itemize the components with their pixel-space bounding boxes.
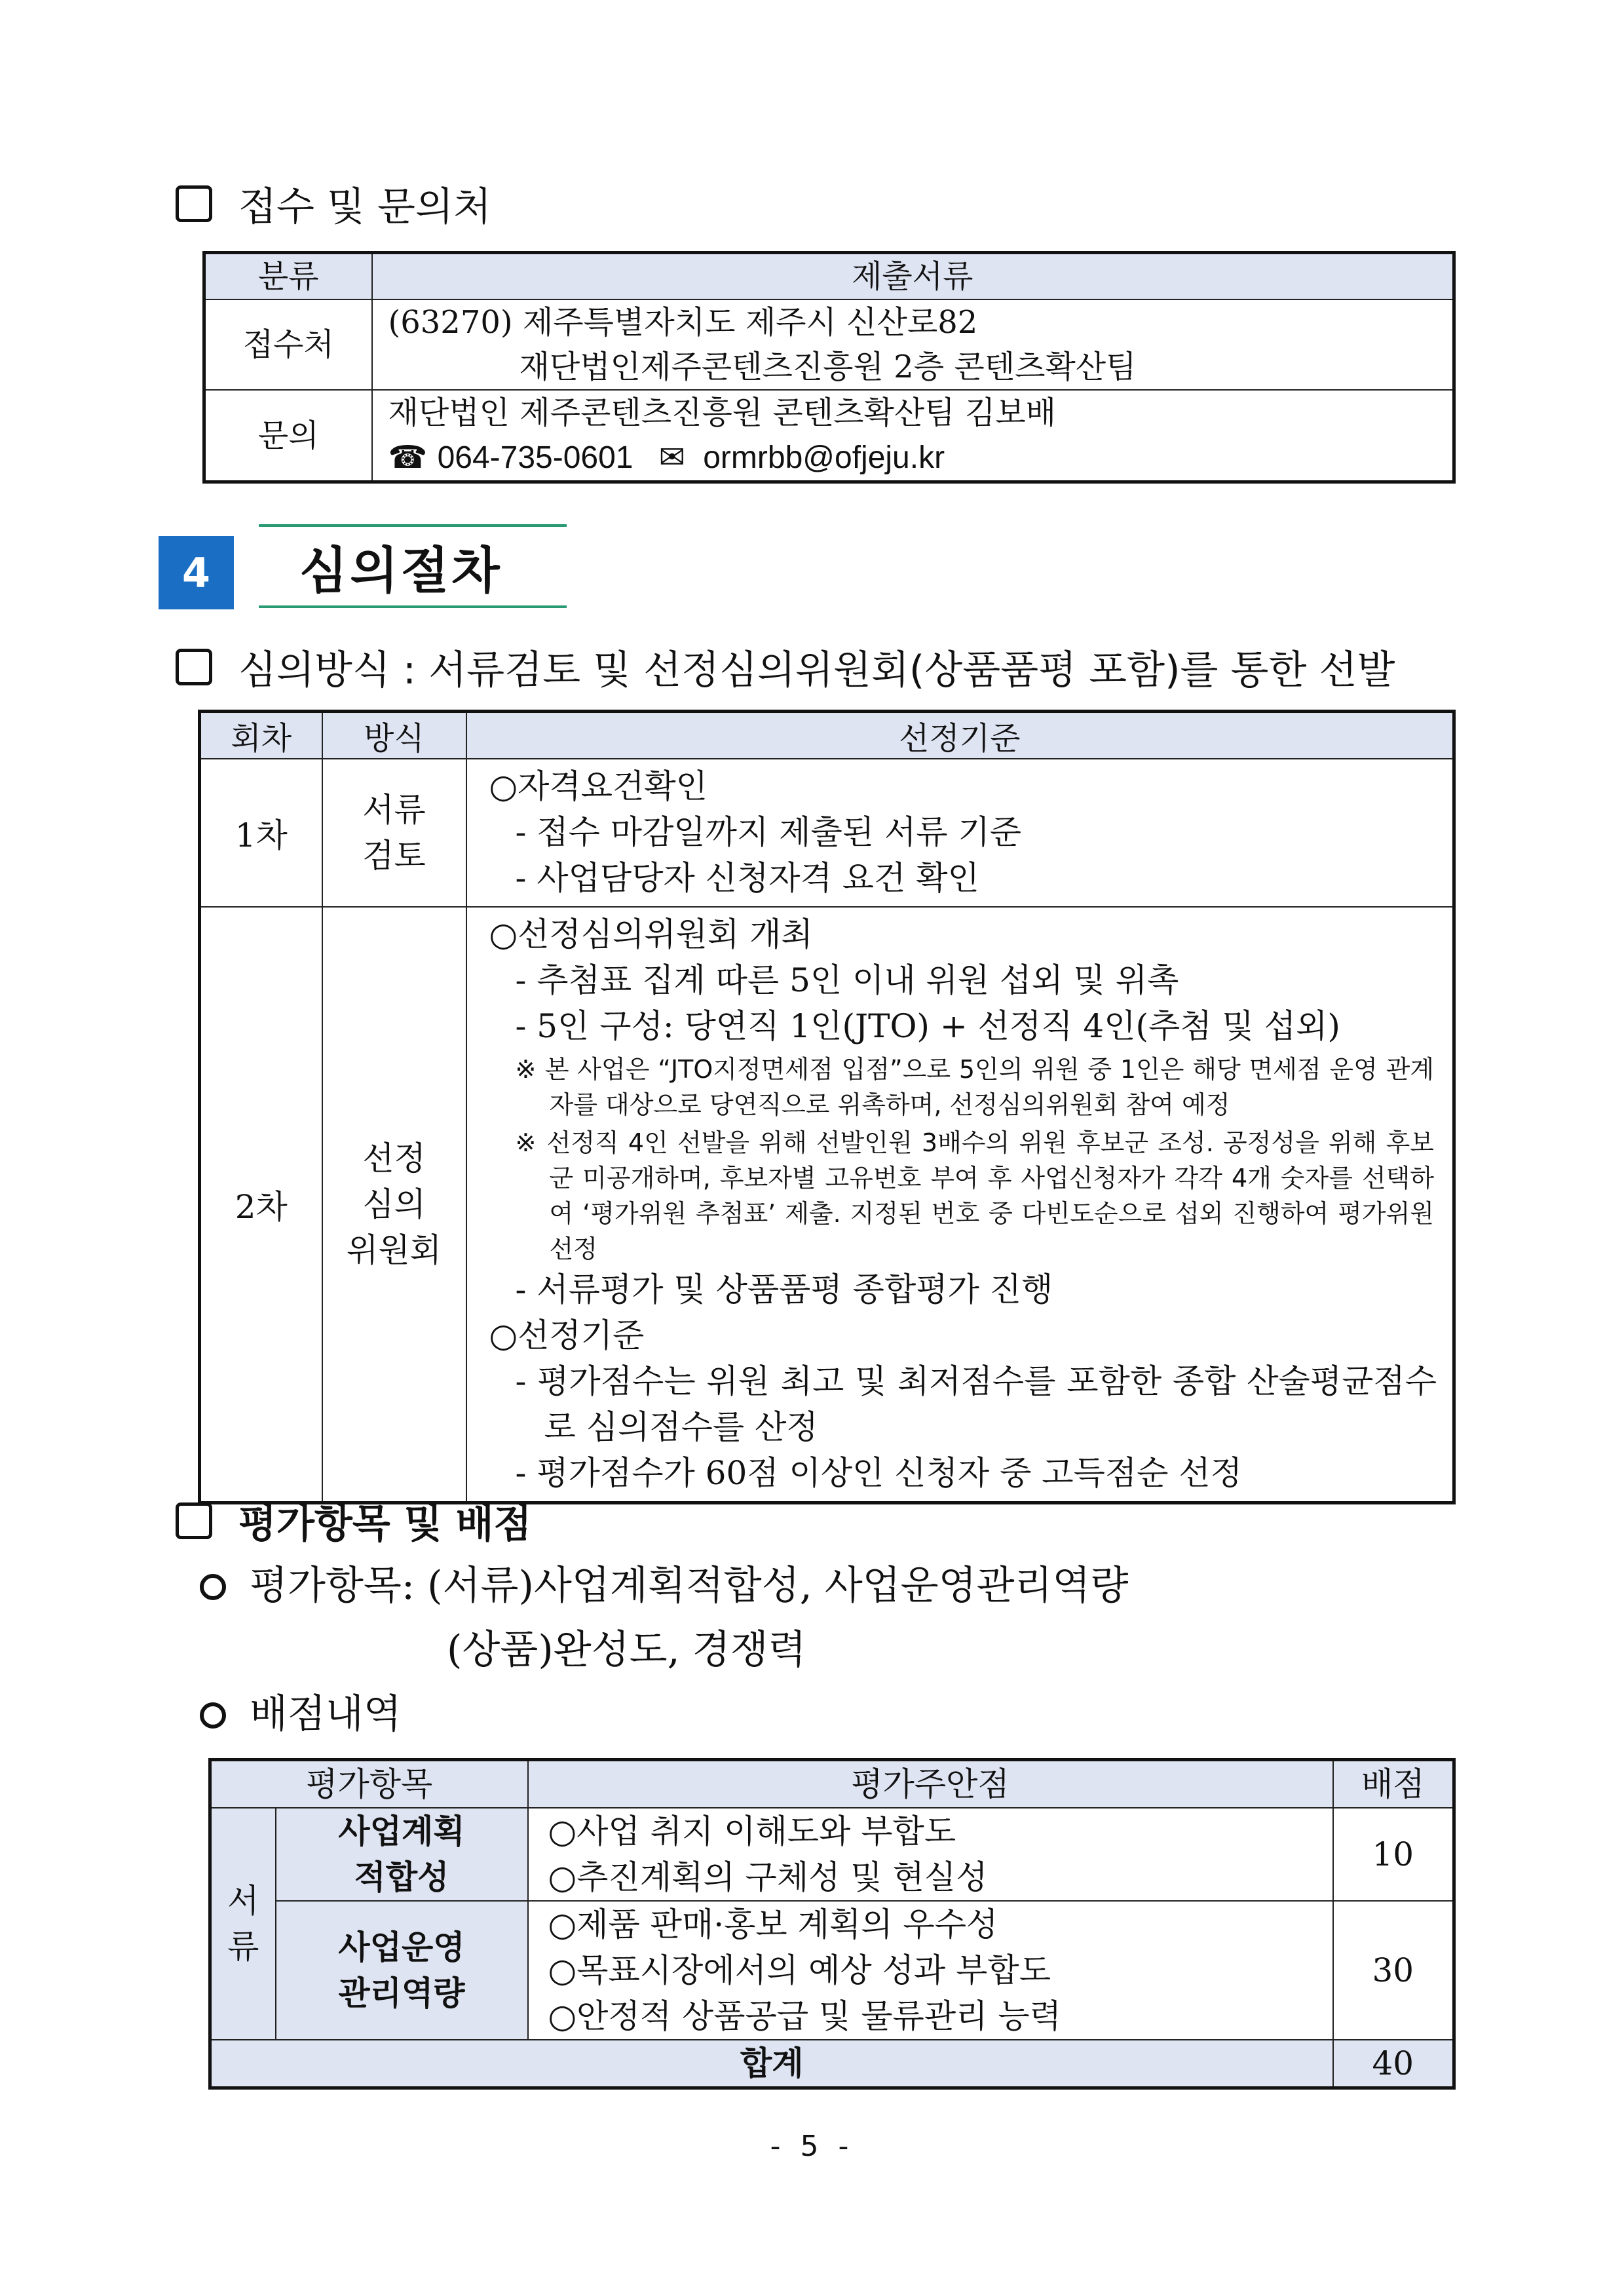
method-label bbox=[322, 907, 466, 1503]
row-label-inquiry: 문의 bbox=[204, 390, 372, 482]
criteria-dash: - 추첨표 집계 따른 5인 이내 위원 섭외 및 위촉 bbox=[515, 961, 1179, 999]
review-method-heading bbox=[176, 639, 1395, 695]
table-row bbox=[200, 907, 1454, 1503]
table-header-row bbox=[210, 1760, 1454, 1808]
address-line-1: (63270) 제주특별자치도 제주시 신산로82 bbox=[388, 304, 978, 341]
method-line: 검토 bbox=[362, 837, 426, 875]
row-label-reception: 접수처 bbox=[204, 299, 372, 390]
total-score: 40 bbox=[1333, 2040, 1454, 2088]
header-score: 배점 bbox=[1333, 1760, 1454, 1808]
score-value: 30 bbox=[1333, 1901, 1454, 2040]
score-table bbox=[208, 1758, 1456, 2090]
criteria-bullet: ○선정심의위원회 개최 bbox=[489, 915, 813, 953]
header-item: 평가항목 bbox=[210, 1760, 528, 1808]
round-label: 2차 bbox=[200, 907, 322, 1503]
point-item: ○추진계획의 구체성 및 현실성 bbox=[548, 1858, 988, 1896]
criteria-dash: - 서류평가 및 상품품평 종합평가 진행 bbox=[515, 1271, 1053, 1309]
phone-number: 064-735-0601 bbox=[437, 440, 633, 475]
criteria-cell bbox=[466, 907, 1454, 1503]
method-line: 선정 bbox=[362, 1139, 426, 1177]
total-row bbox=[210, 2040, 1454, 2088]
inquiry-contact bbox=[372, 390, 1454, 482]
inquiry-contact-person: 재단법인 제주콘텐츠진흥원 콘텐츠확산팀 김보배 bbox=[388, 394, 1057, 431]
evaluation-heading bbox=[176, 1493, 532, 1549]
header-points: 평가주안점 bbox=[528, 1760, 1333, 1808]
evaluation-items-text: 평가항목: (서류)사업계획적합성, 사업운영관리역량 bbox=[250, 1563, 1129, 1609]
review-table bbox=[198, 710, 1456, 1504]
inquiry-phone-mail bbox=[388, 435, 1437, 480]
points-cell bbox=[528, 1901, 1333, 2040]
checkbox-square-icon bbox=[176, 1502, 212, 1539]
allocation-line bbox=[200, 1683, 402, 1739]
mail-icon: ✉ bbox=[658, 439, 685, 476]
reception-heading-text: 접수 및 문의처 bbox=[238, 184, 491, 230]
criteria-bullet: ○선정기준 bbox=[489, 1316, 645, 1354]
method-line: 위원회 bbox=[347, 1231, 442, 1269]
score-value: 10 bbox=[1333, 1808, 1454, 1901]
evaluation-heading-text: 평가항목 및 배점 bbox=[238, 1501, 532, 1547]
circle-bullet-icon bbox=[200, 1574, 226, 1600]
section-number-badge: 4 bbox=[159, 536, 234, 609]
header-criteria: 선정기준 bbox=[466, 712, 1454, 759]
table-header-row bbox=[204, 253, 1454, 300]
item-label bbox=[276, 1808, 528, 1901]
group-label-char: 서 bbox=[227, 1882, 259, 1920]
address-line-2: 재단법인제주콘텐츠진흥원 2층 콘텐츠확산팀 bbox=[519, 349, 1137, 385]
circle-bullet-icon bbox=[200, 1702, 226, 1729]
allocation-label: 배점내역 bbox=[250, 1691, 402, 1737]
method-line: 서류 bbox=[362, 791, 426, 829]
header-method: 방식 bbox=[322, 712, 466, 759]
point-item: ○제품 판매·홍보 계획의 우수성 bbox=[548, 1905, 998, 1943]
point-item: ○목표시장에서의 예상 성과 부합도 bbox=[548, 1951, 1051, 1989]
table-row bbox=[204, 390, 1454, 482]
item-label-line: 사업운영 bbox=[338, 1928, 465, 1966]
method-line: 심의 bbox=[362, 1185, 426, 1223]
header-category: 분류 bbox=[204, 253, 372, 300]
criteria-note: ※ 선정직 4인 선발을 위해 선발인원 3배수의 위원 후보군 조성. 공정성을 위해 후보군 미공개하며, 후보자별 고유번호 부여 후 사업신청자가 각각 4개 숫자를 선택하여 ‘평가위원 추첨표’ 제출. 지정된 번호 중 다빈도순으로 섭외 진행하여 평가위원 선정 bbox=[515, 1128, 1434, 1263]
criteria-dash: - 평가점수는 위원 최고 및 최저점수를 포함한 종합 산술평균점수로 심의점수를 산정 bbox=[515, 1362, 1437, 1446]
points-cell bbox=[528, 1808, 1333, 1901]
criteria-dash: - 평가점수가 60점 이상인 신청자 중 고득점순 선정 bbox=[515, 1454, 1242, 1492]
table-row bbox=[210, 1808, 1454, 1901]
item-label-line: 적합성 bbox=[354, 1858, 449, 1896]
table-row bbox=[204, 299, 1454, 390]
item-label-line: 사업계획 bbox=[338, 1812, 465, 1850]
header-documents: 제출서류 bbox=[372, 253, 1454, 300]
contact-table bbox=[202, 251, 1456, 484]
criteria-dash: - 접수 마감일까지 제출된 서류 기준 bbox=[515, 813, 1022, 851]
table-row bbox=[210, 1901, 1454, 2040]
criteria-dash: - 5인 구성: 당연직 1인(JTO) + 선정직 4인(추첨 및 섭외) bbox=[515, 1007, 1340, 1045]
criteria-bullet: ○자격요건확인 bbox=[489, 767, 708, 805]
total-label: 합계 bbox=[210, 2040, 1333, 2088]
criteria-dash: - 사업담당자 신청자격 요건 확인 bbox=[515, 859, 979, 897]
item-label bbox=[276, 1901, 528, 2040]
group-label bbox=[210, 1808, 276, 2040]
header-round: 회차 bbox=[200, 712, 322, 759]
evaluation-items-line-2: (상품)완성도, 경쟁력 bbox=[447, 1627, 806, 1673]
evaluation-items-line bbox=[200, 1554, 1128, 1611]
item-label-line: 관리역량 bbox=[338, 1974, 465, 2012]
table-header-row bbox=[200, 712, 1454, 759]
checkbox-square-icon bbox=[176, 185, 212, 222]
point-item: ○안정적 상품공급 및 물류관리 능력 bbox=[548, 1997, 1061, 2035]
criteria-note: ※ 본 사업은 “JTO지정면세점 입점”으로 5인의 위원 중 1인은 해당 면세점 운영 관계자를 대상으로 당연직으로 위촉하며, 선정심의위원회 참여 예정 bbox=[515, 1055, 1434, 1119]
table-row bbox=[200, 759, 1454, 907]
group-label-char: 류 bbox=[227, 1928, 259, 1966]
round-label: 1차 bbox=[200, 759, 322, 907]
reception-heading bbox=[176, 176, 491, 232]
section-title: 심의절차 bbox=[259, 524, 567, 608]
reception-address bbox=[372, 299, 1454, 390]
phone-icon: ☎ bbox=[388, 439, 428, 476]
page-number: - 5 - bbox=[770, 2130, 854, 2163]
review-method-heading-text: 심의방식 : 서류검토 및 선정심의위원회(상품품평 포함)를 통한 선발 bbox=[238, 647, 1395, 693]
criteria-cell bbox=[466, 759, 1454, 907]
email-address[interactable]: ormrbb@ofjeju.kr bbox=[703, 440, 945, 475]
point-item: ○사업 취지 이해도와 부합도 bbox=[548, 1812, 956, 1850]
checkbox-square-icon bbox=[176, 649, 212, 685]
method-label bbox=[322, 759, 466, 907]
